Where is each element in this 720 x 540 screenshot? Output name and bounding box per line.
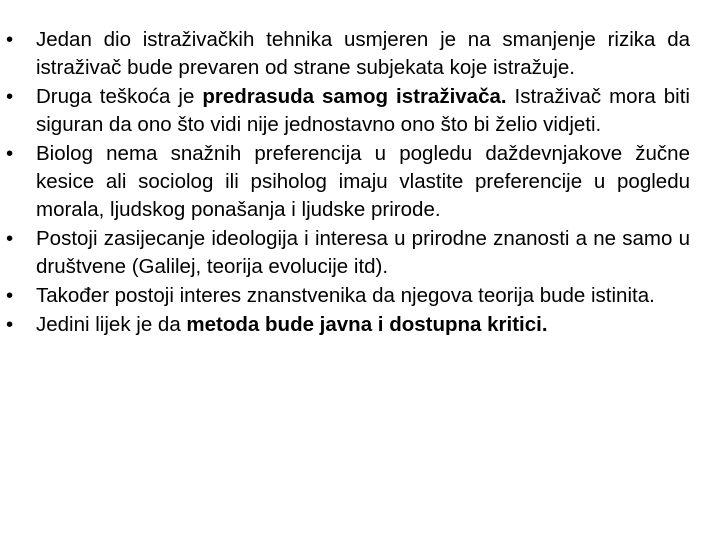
bullet-text xyxy=(36,284,655,307)
bullet-text-before: Također postoji interes znanstvenika da njegova teorija bude istinita. xyxy=(36,284,655,307)
bullet-dot-icon: • xyxy=(6,227,14,250)
bullet-item xyxy=(6,311,690,339)
bullet-text xyxy=(36,142,690,221)
bullet-dot-icon: • xyxy=(6,28,14,51)
bullet-list xyxy=(6,26,690,340)
bullet-text-after: Istraživač mora biti siguran da ono što vidi nije jednostavno ono što bi želio vidjeti. xyxy=(36,85,690,136)
bullet-dot-icon: • xyxy=(6,284,14,307)
bullet-item xyxy=(6,140,690,224)
bullet-dot-icon: • xyxy=(6,142,14,165)
bullet-text xyxy=(36,227,690,278)
bullet-text-before: Druga teškoća je xyxy=(36,85,203,108)
bullet-text xyxy=(36,85,690,136)
bullet-text-before: Jedan dio istraživačkih tehnika usmjeren je na smanjenje rizika da istraživač bude prevaren od strane subjekata koje istražuje. xyxy=(36,28,690,79)
bullet-item xyxy=(6,83,690,139)
bullet-item xyxy=(6,282,690,310)
bullet-text-before: Postoji zasijecanje ideologija i interesa u prirodne znanosti a ne samo u društvene (Galilej, teorija evolucije itd). xyxy=(36,227,690,278)
bullet-text-bold: predrasuda samog istraživača. xyxy=(202,85,507,108)
bullet-text-bold: metoda bude javna i dostupna kritici. xyxy=(186,313,548,336)
bullet-item xyxy=(6,26,690,82)
bullet-item xyxy=(6,225,690,281)
bullet-text xyxy=(36,313,548,336)
bullet-dot-icon: • xyxy=(6,313,14,336)
bullet-dot-icon: • xyxy=(6,85,14,108)
bullet-text-before: Jedini lijek je da xyxy=(36,313,187,336)
bullet-text xyxy=(36,28,690,79)
bullet-text-before: Biolog nema snažnih preferencija u pogledu daždevnjakove žučne kesice ali sociolog ili psiholog imaju vlastite preferencije u pogledu morala, ljudskog ponašanja i ljudske prirode. xyxy=(36,142,690,221)
